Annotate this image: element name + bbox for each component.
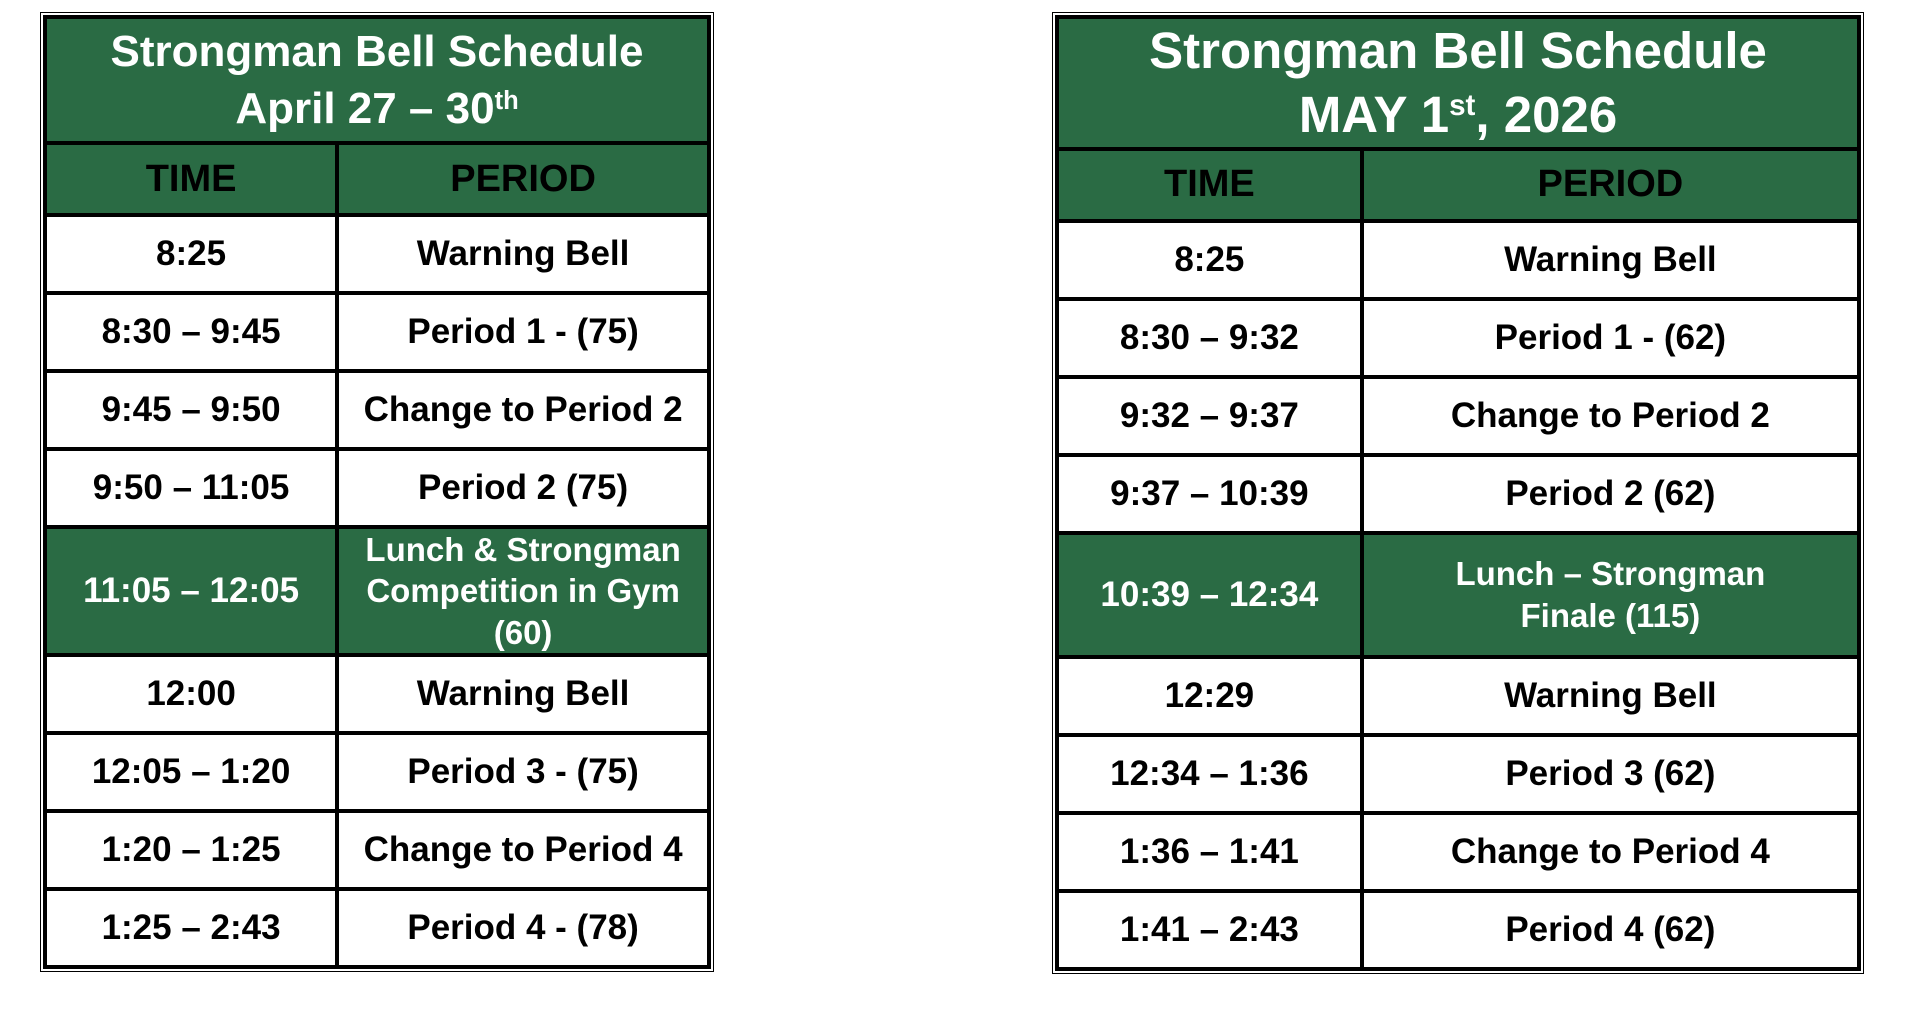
time-cell: 1:20 – 1:25 — [45, 811, 337, 889]
time-cell: 12:34 – 1:36 — [1057, 735, 1362, 813]
time-cell: 1:25 – 2:43 — [45, 889, 337, 967]
table-row — [1057, 221, 1859, 299]
table-row — [45, 889, 709, 967]
time-cell: 9:32 – 9:37 — [1057, 377, 1362, 455]
period-cell: Warning Bell — [337, 215, 709, 293]
column-header-row — [45, 143, 709, 215]
table-row — [45, 449, 709, 527]
may-schedule-table — [1052, 12, 1864, 974]
period-cell: Warning Bell — [1362, 657, 1859, 735]
period-cell: Change to Period 4 — [1362, 813, 1859, 891]
time-cell: 11:05 – 12:05 — [45, 527, 337, 655]
time-cell: 1:36 – 1:41 — [1057, 813, 1362, 891]
table-row — [45, 733, 709, 811]
time-column-header: TIME — [1057, 149, 1362, 221]
period-cell: Period 3 (62) — [1362, 735, 1859, 813]
table-title — [45, 17, 709, 143]
time-cell: 8:30 – 9:32 — [1057, 299, 1362, 377]
period-cell: Warning Bell — [337, 655, 709, 733]
period-cell: Period 2 (62) — [1362, 455, 1859, 533]
time-cell: 9:37 – 10:39 — [1057, 455, 1362, 533]
table-row — [45, 655, 709, 733]
date-ordinal-suffix: th — [494, 86, 519, 115]
table-row — [1057, 813, 1859, 891]
period-cell: Period 2 (75) — [337, 449, 709, 527]
table-row — [1057, 377, 1859, 455]
schedule-date: MAY 1st, 2026 — [1298, 85, 1618, 143]
period-cell: Change to Period 2 — [337, 371, 709, 449]
schedule-title: Strongman Bell Schedule — [1149, 22, 1767, 79]
period-cell: Period 4 (62) — [1362, 891, 1859, 969]
table-row — [1057, 735, 1859, 813]
table-row — [1057, 455, 1859, 533]
period-cell: Period 1 - (62) — [1362, 299, 1859, 377]
period-cell: Lunch & Strongman Competition in Gym (60) — [337, 527, 709, 655]
table-row — [45, 215, 709, 293]
table-row — [1057, 657, 1859, 735]
table-row — [45, 811, 709, 889]
date-ordinal-suffix: st — [1449, 89, 1476, 123]
period-column-header: PERIOD — [1362, 149, 1859, 221]
schedule-title: Strongman Bell Schedule — [110, 26, 644, 76]
period-cell: Period 4 - (78) — [337, 889, 709, 967]
period-column-header: PERIOD — [337, 143, 709, 215]
table-title — [1057, 17, 1859, 149]
period-cell: Warning Bell — [1362, 221, 1859, 299]
period-cell: Change to Period 2 — [1362, 377, 1859, 455]
schedule-date: April 27 – 30th — [235, 84, 519, 133]
lunch-highlight-row — [45, 527, 709, 655]
time-cell: 12:00 — [45, 655, 337, 733]
period-cell: Change to Period 4 — [337, 811, 709, 889]
time-cell: 12:05 – 1:20 — [45, 733, 337, 811]
time-cell: 1:41 – 2:43 — [1057, 891, 1362, 969]
table-row — [45, 293, 709, 371]
time-cell: 8:25 — [45, 215, 337, 293]
time-cell: 12:29 — [1057, 657, 1362, 735]
column-header-row — [1057, 149, 1859, 221]
time-cell: 8:30 – 9:45 — [45, 293, 337, 371]
time-cell: 8:25 — [1057, 221, 1362, 299]
period-cell: Period 3 - (75) — [337, 733, 709, 811]
table-title-row — [1057, 17, 1859, 149]
time-column-header: TIME — [45, 143, 337, 215]
april-schedule-table — [40, 12, 714, 972]
table-row — [1057, 891, 1859, 969]
period-cell: Lunch – Strongman Finale (115) — [1362, 533, 1859, 657]
table-title-row — [45, 17, 709, 143]
time-cell: 9:45 – 9:50 — [45, 371, 337, 449]
time-cell: 10:39 – 12:34 — [1057, 533, 1362, 657]
table-row — [1057, 299, 1859, 377]
period-cell: Period 1 - (75) — [337, 293, 709, 371]
lunch-highlight-row — [1057, 533, 1859, 657]
time-cell: 9:50 – 11:05 — [45, 449, 337, 527]
table-row — [45, 371, 709, 449]
